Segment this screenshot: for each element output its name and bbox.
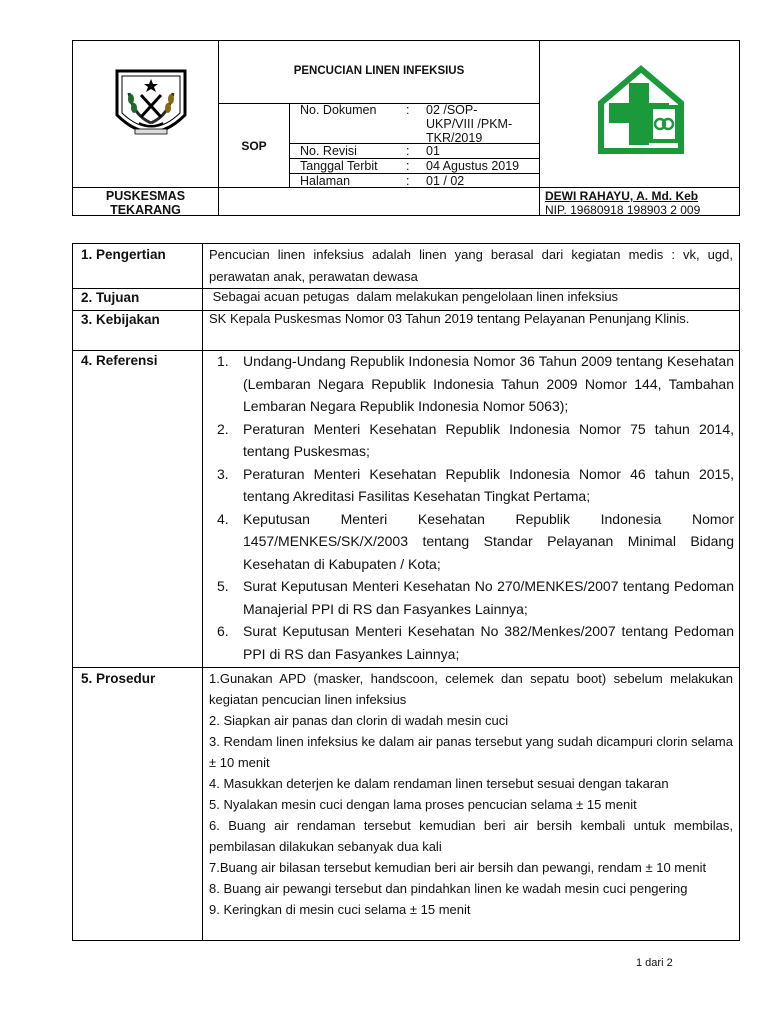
section-label-tujuan: 2. Tujuan <box>81 290 140 305</box>
document-title: PENCUCIAN LINEN INFEKSIUS <box>293 65 465 77</box>
sop-label: SOP <box>241 139 267 153</box>
regency-crest-icon <box>111 63 191 143</box>
meta-halaman-sep: : <box>406 174 410 188</box>
section-text-tujuan: Sebagai acuan petugas dalam melakukan pengelolaan linen infeksius <box>209 289 619 304</box>
meta-terbit-value: 04 Agustus 2019 <box>426 159 520 173</box>
meta-terbit-sep: : <box>406 159 410 173</box>
list-item: 8. Buang air pewangi tersebut dan pindahkan linen ke wadah mesin cuci pengering <box>209 881 688 896</box>
list-item: 5. Surat Keputusan Menteri Kesehatan No 270/MENKES/2007 tentang Pedoman Manajerial PPI di RS dan Fasyankes Lainnya; <box>217 578 734 617</box>
list-item: 5. Nyalakan mesin cuci dengan lama proses pencucian selama ± 15 menit <box>209 797 637 812</box>
content-table <box>72 243 740 941</box>
prosedur-list <box>209 668 733 920</box>
list-item: 9. Keringkan di mesin cuci selama ± 15 menit <box>209 902 471 917</box>
puskesmas-cross-icon <box>595 63 687 155</box>
header-table <box>72 40 740 216</box>
meta-dokumen-value: 02 /SOP- UKP/VIII /PKM- TKR/2019 <box>426 103 513 145</box>
meta-halaman-label: Halaman <box>300 174 351 188</box>
meta-revisi-value: 01 <box>426 144 440 158</box>
meta-revisi-label: No. Revisi <box>300 144 357 158</box>
list-item: 2. Siapkan air panas dan clorin di wadah mesin cuci <box>209 713 509 728</box>
list-item: 4. Keputusan Menteri Kesehatan Republik Indonesia Nomor 1457/MENKES/SK/X/2003 tentang Standar Pelayanan Minimal Bidang Kesehatan di Kabupaten / Kota; <box>217 510 734 572</box>
section-label-kebijakan: 3. Kebijakan <box>81 312 160 327</box>
section-text-pengertian: Pencucian linen infeksius adalah linen yang berasal dari kegiatan medis : vk, ugd, perawatan anak, perawatan dewasa <box>209 247 733 284</box>
section-text-kebijakan: SK Kepala Puskesmas Nomor 03 Tahun 2019 tentang Pelayanan Penunjang Klinis. <box>209 311 690 326</box>
list-item: 6. Buang air rendaman tersebut kemudian beri air bersih kembali untuk membilas, pembilasan dilakukan sebanyak dua kali <box>209 818 733 854</box>
meta-halaman-value: 01 / 02 <box>426 174 465 188</box>
list-item: 3. Peraturan Menteri Kesehatan Republik Indonesia Nomor 46 tahun 2015, tentang Akreditasi Fasilitas Kesehatan Tingkat Pertama; <box>217 465 734 504</box>
org-name-line1: PUSKESMAS <box>105 189 186 203</box>
meta-revisi-sep: : <box>406 144 410 158</box>
list-item: 3. Rendam linen infeksius ke dalam air panas tersebut yang sudah dicampuri clorin selama ± 10 menit <box>209 734 733 770</box>
list-item: 1.Gunakan APD (masker, handscoon, celemek dan sepatu boot) sebelum melakukan kegiatan pencucian linen infeksius <box>209 671 733 707</box>
meta-terbit-label: Tanggal Terbit <box>300 159 378 173</box>
meta-dokumen-label: No. Dokumen <box>300 103 377 117</box>
list-item: 1. Undang-Undang Republik Indonesia Nomor 36 Tahun 2009 tentang Kesehatan (Lembaran Negara Republik Indonesia Tahun 2009 Nomor 144, Tambahan Lembaran Negara Republik Indonesia Nomor 5063); <box>217 353 734 414</box>
list-item: 7.Buang air bilasan tersebut kemudian beri air bersih dan pewangi, rendam ± 10 menit <box>209 860 707 875</box>
list-item: 2. Peraturan Menteri Kesehatan Republik Indonesia Nomor 75 tahun 2014, tentang Puskesmas; <box>217 420 734 459</box>
section-label-pengertian: 1. Pengertian <box>81 247 166 262</box>
signatory-nip: NIP. 19680918 198903 2 009 <box>545 203 701 217</box>
referensi-list <box>217 350 734 665</box>
page-indicator: 1 dari 2 <box>636 957 673 969</box>
section-label-referensi: 4. Referensi <box>81 353 158 368</box>
list-item: 6. Surat Keputusan Menteri Kesehatan No 382/Menkes/2007 tentang Pedoman PPI di RS dan Fasyankes Lainnya; <box>217 623 734 662</box>
list-item: 4. Masukkan deterjen ke dalam rendaman linen tersebut sesuai dengan takaran <box>209 776 669 791</box>
org-name-line2: TEKARANG <box>110 203 181 217</box>
meta-dokumen-sep: : <box>406 103 410 117</box>
signatory-name: DEWI RAHAYU, A. Md. Keb <box>545 189 699 203</box>
section-label-prosedur: 5. Prosedur <box>81 671 156 686</box>
